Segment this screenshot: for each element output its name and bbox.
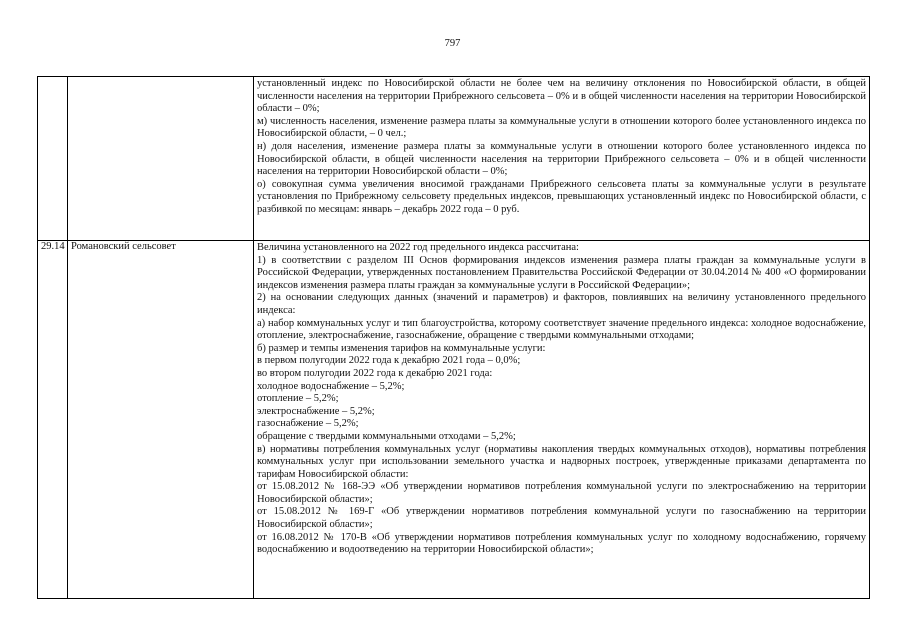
paragraph: 1) в соответствии с разделом III Основ формирования индексов изменения размера платы граждан за коммунальные услуги в Российской Федерации, утвержденных постановлением Правительства Российской Федерации от 30.04.2014 № 400 «О формировании индексов изменения размера платы граждан за коммунальные услуги в Российской Федерации»; xyxy=(257,254,866,291)
paragraph: н) доля населения, изменение размера платы за коммунальные услуги в отношении которого более установленного индекса по Новосибирской области, в общей численности населения на территории Прибрежного сельсовета – 0% и в общей численности населения на территории Новосибирской области – 0%; xyxy=(257,140,866,178)
paragraph: м) численность населения, изменение размера платы за коммунальные услуги в отношении которого более установленного индекса по Новосибирской области, – 0 чел.; xyxy=(257,115,866,140)
paragraph: от 15.08.2012 № 168-ЭЭ «Об утверждении нормативов потребления коммунальной услуги по электроснабжению на территории Новосибирской области»; xyxy=(257,481,866,505)
paragraph: от 16.08.2012 № 170-В «Об утверждении нормативов потребления коммунальных услуг по холодному водоснабжению, горячему водоснабжению и водоотведению на территории Новосибирской области»; xyxy=(257,531,866,556)
paragraph: отопление – 5,2%; xyxy=(257,393,339,405)
paragraph: Величина установленного на 2022 год предельного индекса рассчитана: xyxy=(257,242,579,253)
row-name-cell xyxy=(68,77,254,241)
paragraph: 2) на основании следующих данных (значений и параметров) и факторов, повлиявших на величину установленного предельного индекса: xyxy=(257,292,866,316)
paragraph: электроснабжение – 5,2%; xyxy=(257,405,375,417)
paragraph: холодное водоснабжение – 5,2%; xyxy=(257,380,405,392)
paragraph: б) размер и темпы изменения тарифов на коммунальные услуги: xyxy=(257,342,546,354)
paragraph: в) нормативы потребления коммунальных услуг (нормативы накопления твердых коммунальных отходов), нормативы потребления коммунальных услуг при использовании земельного участка и надворных построек, утвержденные приказами департамента по тарифам Новосибирской области: xyxy=(257,443,866,480)
row-text-cell xyxy=(254,77,870,241)
paragraph: в первом полугодии 2022 года к декабрю 2021 года – 0,0%; xyxy=(257,355,521,367)
paragraph: от 15.08.2012 № 169-Г «Об утверждении нормативов потребления коммунальной услуги по газоснабжению на территории Новосибирской области»; xyxy=(257,506,866,531)
row-number-cell: 29.14 xyxy=(38,241,68,599)
table-row xyxy=(38,77,870,241)
paragraph: во втором полугодии 2022 года к декабрю 2021 года: xyxy=(257,367,493,379)
page-number: 797 xyxy=(444,38,461,49)
document-table xyxy=(37,76,870,599)
table-row xyxy=(38,241,870,599)
paragraph: о) совокупная сумма увеличения вносимой гражданами Прибрежного сельсовета платы за коммунальные услуги в результате установления по Прибрежному сельсовету предельных индексов, превышающих установленный индекс по Новосибирской области, с разбивкой по месяцам: январь – декабрь 2022 года – 0 руб. xyxy=(257,178,866,215)
row-number-cell xyxy=(38,77,68,241)
paragraph: а) набор коммунальных услуг и тип благоустройства, которому соответствует значение предельного индекса: холодное водоснабжение, отопление, электроснабжение, газоснабжение, обращение с твердыми коммунальными отходами; xyxy=(257,317,866,342)
row-text-cell xyxy=(254,241,870,599)
paragraph: установленный индекс по Новосибирской области не более чем на величину отклонения по Новосибирской области, в общей численности населения на территории Прибрежного сельсовета – 0% и в общей численности населения на территории Новосибирской области – 0%; xyxy=(257,78,866,115)
paragraph: обращение с твердыми коммунальными отходами – 5,2%; xyxy=(257,430,516,442)
row-name-cell: Романовский сельсовет xyxy=(68,241,254,599)
paragraph: газоснабжение – 5,2%; xyxy=(257,418,359,430)
